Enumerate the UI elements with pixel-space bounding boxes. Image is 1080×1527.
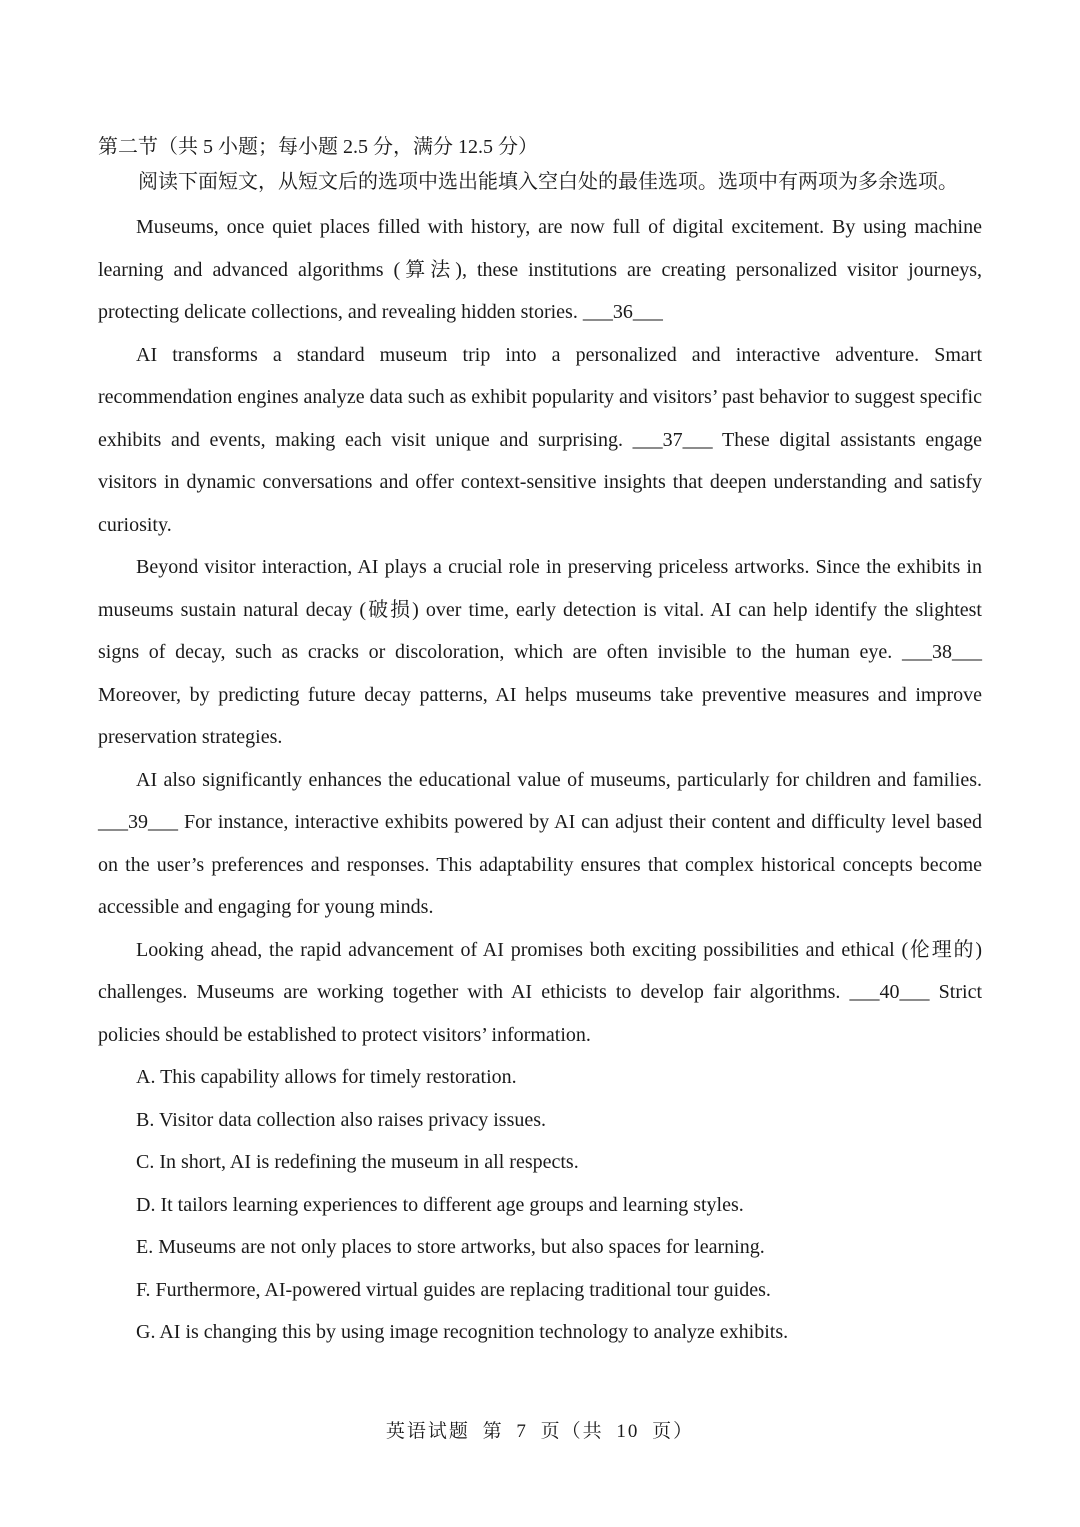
option-b: B. Visitor data collection also raises privacy issues. <box>136 1108 547 1131</box>
paragraph-text: AI transforms a standard museum trip into a personalized and interactive adventure. Smart recommendation engines analyze data such as exhibit popularity and visitors’ past behavior to suggest specific exhibits and events, making each visit unique and surprising. <box>98 343 982 451</box>
passage-paragraph-4 <box>98 759 982 929</box>
paragraph-text-after: These digital assistants engage visitors in dynamic conversations and offer context-sensitive insights that deepen understanding and satisfy curiosity. <box>98 428 983 536</box>
section-title: 第二节（共 5 小题；每小题 2.5 分，满分 12.5 分） <box>98 136 538 158</box>
passage-paragraph-3 <box>98 546 982 759</box>
paragraph-text: Museums, once quiet places filled with history, are now full of digital excitement. By using machine learning and advanced algorithms (算法), these institutions are creating personalized visitor journeys, protecting delicate collections, and revealing hidden stories. <box>98 216 982 323</box>
passage <box>98 206 982 1056</box>
option-a: A. This capability allows for timely restoration. <box>136 1066 517 1088</box>
paragraph-text-after: Strict policies should be established to protect visitors’ information. <box>98 981 982 1046</box>
paragraph-text: Beyond visitor interaction, AI plays a crucial role in preserving priceless artworks. Since the exhibits in museums sustain natural decay (破损) over time, early detection is vital. AI can help identify the slightest signs of decay, such as cracks or discoloration, which are often invisible to the human eye. <box>98 556 982 663</box>
option-f: F. Furthermore, AI-powered virtual guides are replacing traditional tour guides. <box>136 1278 771 1301</box>
paragraph-text: Looking ahead, the rapid advancement of AI promises both exciting possibilities and ethical (伦理的) challenges. Museums are working together with AI ethicists to develop fair algorithms. <box>98 938 982 1003</box>
blank-37: ___37___ <box>632 428 713 451</box>
answer-options <box>98 1056 982 1354</box>
passage-paragraph-1 <box>98 206 982 334</box>
option-c: C. In short, AI is redefining the museum in all respects. <box>136 1151 579 1173</box>
paragraph-text: AI also significantly enhances the educational value of museums, particularly for children and families. <box>136 768 982 791</box>
option-d: D. It tailors learning experiences to different age groups and learning styles. <box>136 1193 744 1216</box>
option-g: G. AI is changing this by using image recognition technology to analyze exhibits. <box>136 1321 789 1343</box>
page-footer: 英语试题 第 7 页（共 10 页） <box>385 1421 695 1442</box>
blank-38: ___38___ <box>902 641 982 663</box>
paragraph-text-after: Moreover, by predicting future decay patterns, AI helps museums take preventive measures and improve preservation strategies. <box>98 683 982 748</box>
option-e: E. Museums are not only places to store artworks, but also spaces for learning. <box>136 1236 765 1258</box>
blank-40: ___40___ <box>849 981 930 1003</box>
passage-paragraph-5 <box>98 929 982 1057</box>
blank-36: ___36___ <box>582 301 663 323</box>
section-instruction: 阅读下面短文，从短文后的选项中选出能填入空白处的最佳选项。选项中有两项为多余选项。 <box>138 171 958 193</box>
passage-paragraph-2 <box>98 334 982 547</box>
exam-page <box>98 128 982 1354</box>
paragraph-text-after: For instance, interactive exhibits powered by AI can adjust their content and difficulty level based on the user’s preferences and responses. This adaptability ensures that complex historical concepts become accessible and engaging for young minds. <box>98 811 982 918</box>
blank-39: ___39___ <box>98 811 178 833</box>
